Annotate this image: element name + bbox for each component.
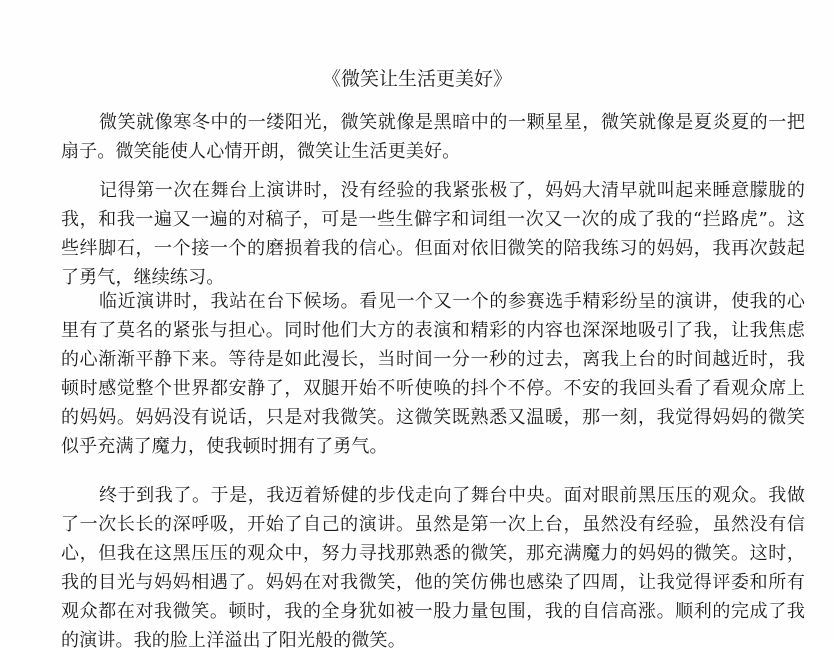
essay-title: 《微笑让生活更美好》 [321,68,512,90]
paragraph-3: 临近演讲时，我站在台下候场。看见一个又一个的参赛选手精彩纷呈的演讲，使我的心里有了莫名的紧张与担心。同时他们大方的表演和精彩的内容也深深地吸引了我，让我焦虑的心渐渐平静下来。等待是如此漫长，当时间一分一秒的过去，离我上台的时间越近时，我顿时感觉整个世界都安静了，双腿开始不听使唤的抖个不停。不安的我回头看了看观众席上的妈妈。妈妈没有说话，只是对我微笑。这微笑既熟悉又温暖，那一刻，我觉得妈妈的微笑似乎充满了魔力，使我顿时拥有了勇气。 [61,291,805,457]
paragraph-1: 微笑就像寒冬中的一缕阳光，微笑就像是黑暗中的一颗星星，微笑就像是夏炎夏的一把扇子。微笑能使人心情开朗，微笑让生活更美好。 [61,112,805,162]
paragraph-2: 记得第一次在舞台上演讲时，没有经验的我紧张极了，妈妈大清早就叫起来睡意朦胧的我，和我一遍又一遍的对稿子，可是一些生僻字和词组一次又一次的成了我的“拦路虎”。这些绊脚石，一个接一个的磨损着我的信心。但面对依旧微笑的陪我练习的妈妈，我再次鼓起了勇气，继续练习。 [61,180,805,288]
paragraph-4: 终于到我了。于是，我迈着矫健的步伐走向了舞台中央。面对眼前黑压压的观众。我做了一次长长的深呼吸，开始了自己的演讲。虽然是第一次上台，虽然没有经验，虽然没有信心，但我在这黑压压的观众中，努力寻找那熟悉的微笑，那充满魔力的妈妈的微笑。这时，我的目光与妈妈相遇了。妈妈在对我微笑，他的笑仿佛也感染了四周，让我觉得评委和所有观众都在对我微笑。顿时，我的全身犹如被一股力量包围，我的自信高涨。顺利的完成了我的演讲。我的脸上洋溢出了阳光般的微笑。 [61,485,805,651]
